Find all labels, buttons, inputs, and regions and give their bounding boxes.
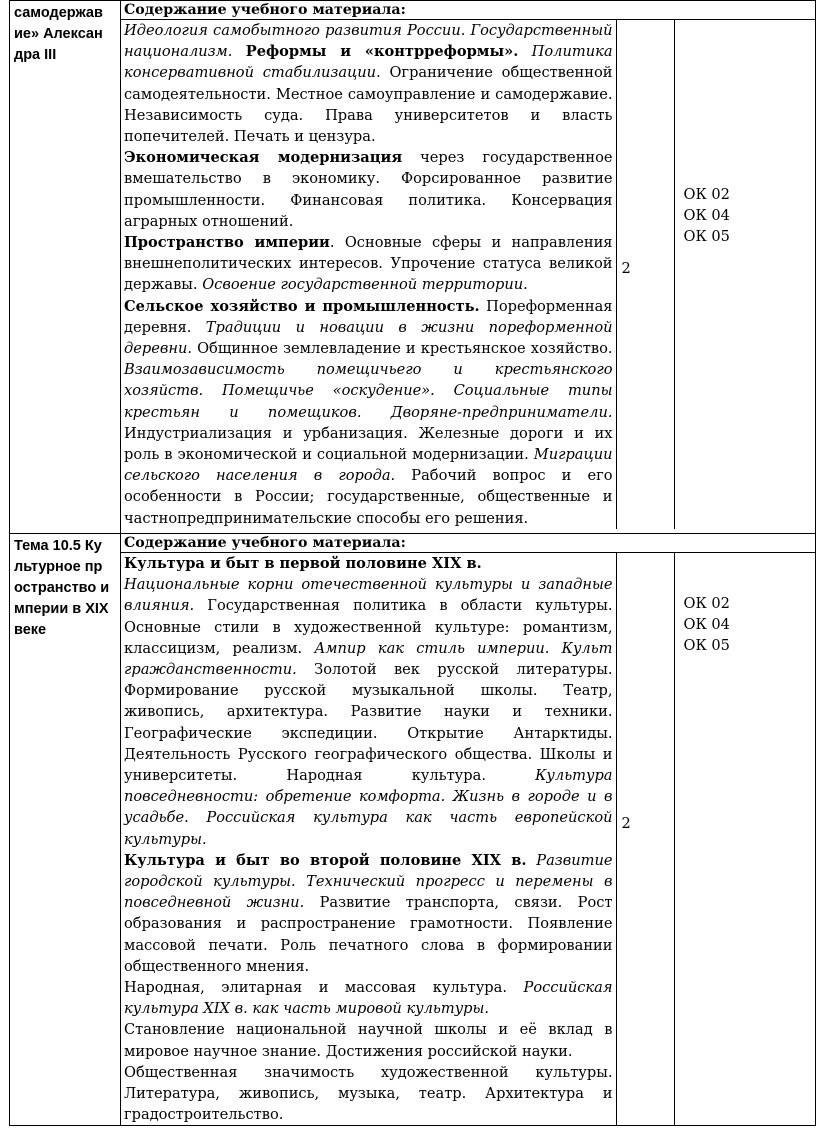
text-italic: Миграции сельского населения в города. xyxy=(124,446,613,485)
text-bold: Культура и быт в первой половине XIX в. xyxy=(124,555,482,572)
topic-title: самодержавие» Александра III xyxy=(14,5,103,63)
content-subtable xyxy=(121,19,816,529)
section-header: Содержание учебного материала: xyxy=(124,535,406,551)
text-italic: Ампир как стиль империи. Культ гражданственности. xyxy=(124,639,613,679)
competency-cell xyxy=(674,20,816,530)
table-row xyxy=(10,534,816,1126)
text-plain: Пореформенная деревня. xyxy=(124,297,613,336)
paragraph xyxy=(124,850,613,977)
topic-cell xyxy=(10,534,121,1126)
topic-cell xyxy=(10,1,121,534)
text-plain: Общественная значимость художественной культуры. Литература, живопись, музыка, театр. Архитектура и градостроительство. xyxy=(124,1063,613,1124)
text-italic: Традиции и новации в жизни пореформенной деревни. xyxy=(124,318,613,358)
content-cell xyxy=(121,534,816,1126)
text-italic: Российская культура XIX в. как часть мировой культуры. xyxy=(124,979,613,1018)
paragraph xyxy=(124,1019,613,1061)
competency-item: ОК 02 xyxy=(683,595,730,612)
text-plain: . Основные сферы и направления внешнеполитических интересов. Упрочение статуса великой державы. xyxy=(124,234,613,294)
text-bold: Пространство империи xyxy=(124,234,330,252)
paragraph xyxy=(124,147,613,232)
curriculum-table xyxy=(9,0,816,1126)
text-italic: Взаимозависимость помещичьего и крестьянского хозяйств. Помещичье «оскудение». Социальные типы крестьян и помещиков. Дворяне-предприниматели. xyxy=(124,361,613,421)
paragraph xyxy=(124,20,613,147)
competency-item: ОК 05 xyxy=(683,228,730,245)
text-italic: Освоение государственной территории. xyxy=(202,276,528,294)
content-text xyxy=(121,553,616,1126)
text-bold: Реформы и «контрреформы». xyxy=(245,43,519,61)
text-plain: Народная, элитарная и массовая культура. xyxy=(124,979,507,997)
text-plain: Золотой век русской литературы. Формирование русской музыкальной школы. Театр, живопись, архитектура. Развитие науки и техники. Географические экспедиции. Открытие Антарктиды. Деятельность Русского географического общества. Школы и университеты. Народная культура. xyxy=(124,661,613,785)
text-plain: Общинное землевладение и крестьянское хозяйство. xyxy=(197,340,613,358)
paragraph xyxy=(124,232,613,296)
text-plain: Государственная политика в области культуры. Основные стили в художественной культуре: романтизм, классицизм, реализм. xyxy=(124,597,613,657)
competency-cell xyxy=(674,553,816,1126)
competency-item: ОК 02 xyxy=(683,186,730,203)
hours-cell xyxy=(616,20,674,530)
table-row xyxy=(10,1,816,534)
competency-list xyxy=(675,593,816,656)
text-italic: Политика консервативной стабилизации. xyxy=(124,43,613,82)
hours-value: 2 xyxy=(621,260,631,277)
paragraph xyxy=(124,977,613,1019)
paragraph xyxy=(124,1062,613,1126)
competency-item: ОК 05 xyxy=(683,637,730,654)
competency-list xyxy=(675,184,816,247)
text-bold: Экономическая модернизация xyxy=(124,149,403,167)
text-plain: Рабочий вопрос и его особенности в России; государственные, общественные и частнопредпринимательские способы его решения. xyxy=(124,467,613,527)
text-italic: Национальные корни отечественной культуры и западные влияния. xyxy=(124,576,613,615)
text-italic: Развитие городской культуры. Технический прогресс и перемены в повседневной жизни. xyxy=(124,851,613,912)
text-plain: Развитие транспорта, связи. Рост образования и распространение грамотности. Появление массовой печати. Роль печатного слова в формировании общественного мнения. xyxy=(124,894,613,975)
hours-value: 2 xyxy=(621,815,631,832)
competency-item: ОК 04 xyxy=(683,616,730,633)
text-bold: Культура и быт во второй половине XIX в. xyxy=(124,851,527,869)
text-plain: Индустриализация и урбанизация. Железные дороги и их роль в экономической и социальной модернизации. xyxy=(124,424,613,464)
text-italic: Культура повседневности: обретение комфорта. Жизнь в городе и в усадьбе. Российская культура как часть европейской культуры. xyxy=(124,767,613,848)
competency-item: ОК 04 xyxy=(683,207,730,224)
paragraph xyxy=(124,553,613,850)
section-header: Содержание учебного материала: xyxy=(124,2,406,18)
content-cell xyxy=(121,1,816,534)
text-plain: через государственное вмешательство в экономику. Форсированное развитие промышленности. Финансовая политика. Консервация аграрных отношений. xyxy=(124,149,613,230)
content-subtable xyxy=(121,552,816,1125)
text-plain: Становление национальной научной школы и её вклад в мировое научное знание. Достижения российской науки. xyxy=(124,1021,613,1060)
text-bold: Сельское хозяйство и промышленность. xyxy=(124,297,480,315)
paragraph xyxy=(124,296,613,529)
hours-cell xyxy=(616,553,674,1126)
content-text xyxy=(121,20,616,530)
text-italic: Идеология самобытного развития России. Государственный национализм. xyxy=(124,22,613,61)
text-plain: Ограничение общественной самодеятельности. Местное самоуправление и самодержавие. Независимость суда. Права университетов и власть попечителей. Печать и цензура. xyxy=(124,64,613,146)
topic-title: Тема 10.5 Культурное пространство империи в XIX веке xyxy=(14,538,110,638)
